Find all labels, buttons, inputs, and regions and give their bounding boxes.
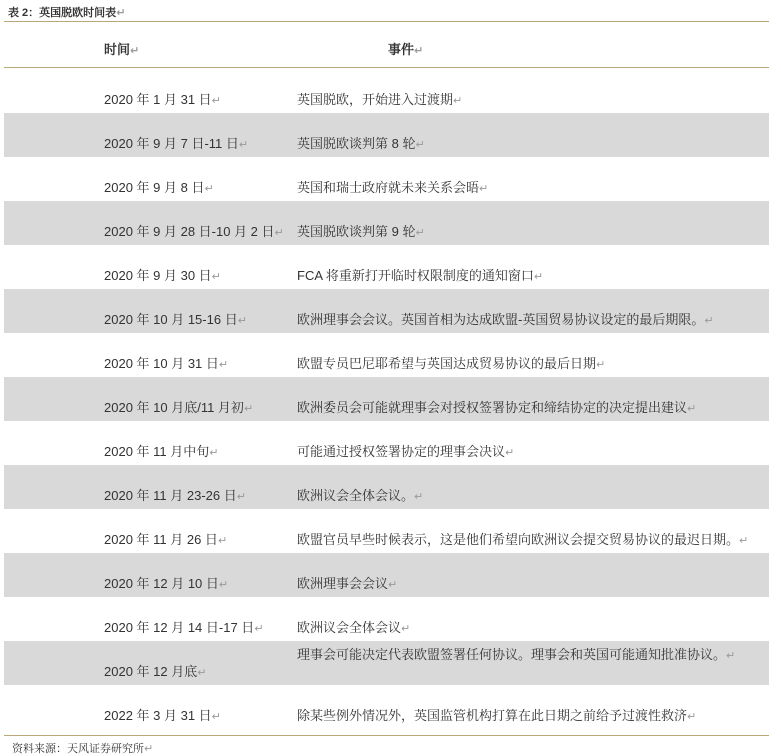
table-row bbox=[4, 641, 769, 685]
table-row bbox=[4, 201, 769, 245]
table-row bbox=[4, 289, 769, 333]
table-row bbox=[4, 157, 769, 201]
time-cell: 2020 年 10 月底/11 月初↵ bbox=[104, 400, 254, 415]
time-cell: 2020 年 11 月 23-26 日↵ bbox=[104, 488, 246, 503]
time-cell: 2020 年 12 月 14 日-17 日↵ bbox=[104, 620, 264, 635]
event-cell: 可能通过授权签署协定的理事会决议↵ bbox=[297, 444, 515, 459]
table-row bbox=[4, 465, 769, 509]
event-cell: 理事会可能决定代表欧盟签署任何协议。理事会和英国可能通知批准协议。↵ bbox=[297, 647, 736, 662]
event-cell: FCA 将重新打开临时权限制度的通知窗口↵ bbox=[297, 268, 544, 283]
event-cell: 欧洲委员会可能就理事会对授权签署协定和缔结协定的决定提出建议↵ bbox=[297, 400, 697, 415]
event-cell: 英国脱欧谈判第 8 轮↵ bbox=[297, 136, 425, 151]
table-row bbox=[4, 553, 769, 597]
table-row bbox=[4, 333, 769, 377]
table-caption: 表 2：英国脱欧时间表↵ bbox=[8, 7, 126, 19]
table-row bbox=[4, 597, 769, 641]
table-bottom-rule bbox=[4, 735, 769, 736]
time-cell: 2020 年 9 月 8 日↵ bbox=[104, 180, 214, 195]
table-header-rule bbox=[4, 67, 769, 68]
event-cell: 欧洲理事会会议↵ bbox=[297, 576, 398, 591]
time-cell: 2020 年 9 月 30 日↵ bbox=[104, 268, 221, 283]
time-cell: 2020 年 11 月 26 日↵ bbox=[104, 532, 228, 547]
event-cell: 欧盟专员巴尼耶希望与英国达成贸易协议的最后日期↵ bbox=[297, 356, 606, 371]
event-cell: 除某些例外情况外，英国监管机构打算在此日期之前给予过渡性救济↵ bbox=[297, 708, 697, 723]
table-row bbox=[4, 377, 769, 421]
table-row bbox=[4, 509, 769, 553]
table-row bbox=[4, 113, 769, 157]
event-cell: 英国脱欧谈判第 9 轮↵ bbox=[297, 224, 425, 239]
table-row bbox=[4, 421, 769, 465]
time-cell: 2020 年 12 月 10 日↵ bbox=[104, 576, 229, 591]
column-header-time: 时间↵ bbox=[104, 42, 140, 57]
table-row bbox=[4, 69, 769, 113]
time-cell: 2020 年 1 月 31 日↵ bbox=[104, 92, 221, 107]
time-cell: 2020 年 10 月 31 日↵ bbox=[104, 356, 229, 371]
column-header-event: 事件↵ bbox=[388, 42, 424, 57]
event-cell: 欧洲议会全体会议↵ bbox=[297, 620, 411, 635]
table-row bbox=[4, 685, 769, 729]
time-cell: 2020 年 12 月底↵ bbox=[104, 664, 207, 679]
event-cell: 英国和瑞士政府就未来关系会晤↵ bbox=[297, 180, 489, 195]
time-cell: 2020 年 10 月 15-16 日↵ bbox=[104, 312, 247, 327]
event-cell: 欧洲理事会会议。英国首相为达成欧盟-英国贸易协议设定的最后期限。↵ bbox=[297, 312, 714, 327]
table-top-rule bbox=[4, 21, 769, 22]
time-cell: 2020 年 9 月 7 日-11 日↵ bbox=[104, 136, 249, 151]
time-cell: 2020 年 9 月 28 日-10 月 2 日↵ bbox=[104, 224, 284, 239]
time-cell: 2020 年 11 月中旬↵ bbox=[104, 444, 219, 459]
event-cell: 欧盟官员早些时候表示，这是他们希望向欧洲议会提交贸易协议的最迟日期。↵ bbox=[297, 532, 749, 547]
table-row bbox=[4, 245, 769, 289]
event-cell: 英国脱欧，开始进入过渡期↵ bbox=[297, 92, 463, 107]
event-cell: 欧洲议会全体会议。↵ bbox=[297, 488, 424, 503]
source-note: 资料来源：天风证券研究所↵ bbox=[12, 743, 154, 755]
time-cell: 2022 年 3 月 31 日↵ bbox=[104, 708, 221, 723]
